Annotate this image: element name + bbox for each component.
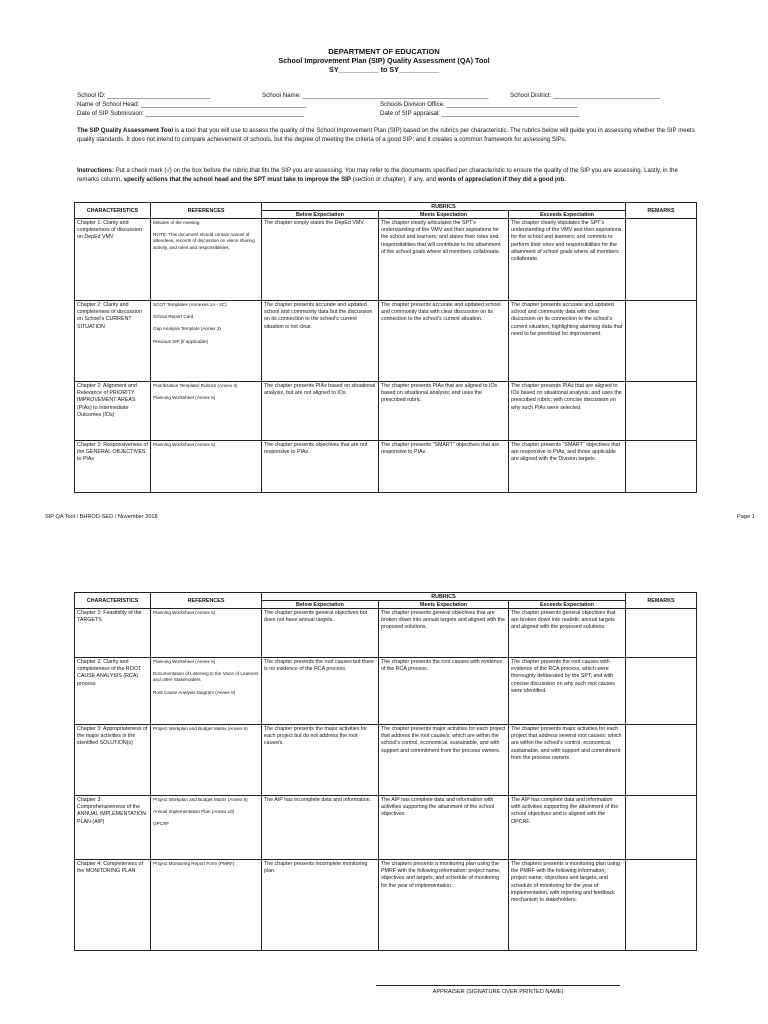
characteristic-cell: Chapter 3: Appropriateness of the major activities in the identified SOLUTION(s) xyxy=(75,725,151,796)
below-expectation-cell[interactable]: The AIP has incomplete data and information. xyxy=(262,796,379,860)
signature-line[interactable] xyxy=(376,985,620,986)
below-expectation-cell[interactable]: The chapter presents accurate and updated school and community data but the discussion on its connection to the school's current situation is not clear. xyxy=(262,301,379,382)
reference-item: Project Workplan and Budget Matrix (Annex 9) xyxy=(153,726,248,731)
below-expectation-cell[interactable]: The chapter presents PIAs based on situational analysis, but are not aligned to IOs. xyxy=(262,382,379,441)
references-cell xyxy=(151,658,262,725)
reference-item: Planning Worksheet (Annex 5) xyxy=(153,659,216,664)
references-header: REFERENCES xyxy=(151,593,262,609)
references-header: REFERENCES xyxy=(151,203,262,219)
remarks-cell[interactable] xyxy=(626,725,697,796)
footer-page-number: Page 1 xyxy=(737,514,755,520)
meets-expectation-header: Meets Expectation xyxy=(379,601,509,609)
characteristic-cell: Chapter 4: Completeness of the MONITORING PLAN xyxy=(75,860,151,951)
reference-item: Planning Worksheet (Annex 5) xyxy=(153,610,216,615)
characteristics-header: CHARACTERISTICS xyxy=(75,593,151,609)
remarks-header: REMARKS xyxy=(626,203,697,219)
below-expectation-cell[interactable]: The chapter presents incomplete monitoring plan. xyxy=(262,860,379,951)
reference-item: Minutes of the meeting xyxy=(153,220,200,225)
characteristic-cell: Chapter 2: Responsiveness of the GENERAL OBJECTIVES to PIAs xyxy=(75,441,151,493)
meets-expectation-cell[interactable]: The chapter presents PIAs that are aligned to IOs based on situational analysis; and uses the prescribed rubric. xyxy=(379,382,509,441)
characteristic-cell: Chapter 2: Clarity and completeness of discussion on School's CURRENT SITUATION xyxy=(75,301,151,382)
exceeds-expectation-cell[interactable]: The chapter presents the root causes with evidence of the RCA process, which were thoroughly deliberated by the SPT; and with concise discussion on why such root causes were identified. xyxy=(509,658,626,725)
below-expectation-cell[interactable]: The chapter presents the major activities for each project but do not address the root cause/s. xyxy=(262,725,379,796)
submission-date-field[interactable]: Date of SIP Submission: ______________________________________________ xyxy=(77,110,304,117)
instructions-text-1: Put a check mark (√) on the box before the rubric that fits the SIP you are assessing. You may refer to the documents specified per characteristic to ensure the quality of the SIP you are assessing. Lastly, in the remarks column, xyxy=(77,167,678,183)
remarks-cell[interactable] xyxy=(626,609,697,658)
rubric-table-page-2 xyxy=(74,592,697,951)
rubric-row xyxy=(75,441,697,493)
below-expectation-cell[interactable]: The chapter presents the root causes but there is no evidence of the RCA process. xyxy=(262,658,379,725)
reference-item: School Report Card xyxy=(153,314,194,320)
appraiser-signature-label: APPRAISER (SIGNATURE OVER PRINTED NAME) xyxy=(432,989,564,995)
school-name-field[interactable]: School Name: ______________________________________________________ xyxy=(262,92,489,99)
school-year-line: SY__________ to SY__________ xyxy=(329,65,439,74)
below-expectation-header: Below Expectation xyxy=(262,601,379,609)
reference-item: Annual Implementation Plan (Annex 10) xyxy=(153,809,235,815)
exceeds-expectation-cell[interactable]: The chapter presents general objectives that are broken down into realistic annual targets and aligned with the proposed solutions. xyxy=(509,609,626,658)
school-head-field[interactable]: Name of School Head: ________________________________________________ xyxy=(77,101,307,108)
department-title: DEPARTMENT OF EDUCATION xyxy=(328,47,440,56)
meets-expectation-cell[interactable]: The chapter presents accurate and updated school and community data with clear discussion on its connection to the school's current situation. xyxy=(379,301,509,382)
reference-item: SCOT Templates (Annexes 1A - 2C) xyxy=(153,302,227,307)
rubrics-header: RUBRICS xyxy=(262,593,626,601)
references-cell xyxy=(151,382,262,441)
rubric-row xyxy=(75,658,697,725)
meets-expectation-header: Meets Expectation xyxy=(379,211,509,219)
reference-item: OPCRF xyxy=(153,821,170,827)
exceeds-expectation-header: Exceeds Expectation xyxy=(509,601,626,609)
references-cell xyxy=(151,860,262,951)
reference-item: Root Cause Analysis Diagram (Annex 8) xyxy=(153,689,236,695)
references-cell xyxy=(151,301,262,382)
appraisal-date-field[interactable]: Date of SIP appraisal: ________________________________________ xyxy=(380,110,580,117)
meets-expectation-cell[interactable]: The chapter presents major activities for each project that address the root cause/s; which are within the school's control, economical, sustainable, and with support and commitment from the process owners. xyxy=(379,725,509,796)
characteristic-cell: Chapter 3: Comprehensiveness of the ANNUAL IMPLEMENTATION PLAN (AIP) xyxy=(75,796,151,860)
school-id-field[interactable]: School ID: ______________________________ xyxy=(77,92,211,99)
tool-title: School Improvement Plan (SIP) Quality Assessment (QA) Tool xyxy=(278,56,490,65)
reference-item: Prioritization Template/ Rubrics (Annex 4) xyxy=(153,383,238,388)
exceeds-expectation-cell[interactable]: The AIP has complete data and information with activities supporting the attainment of the school objectives and is aligned with the OPCRF. xyxy=(509,796,626,860)
instructions-emphasis-1: specify actions that the school head and the SPT must take to improve the SIP xyxy=(123,175,351,183)
remarks-cell[interactable] xyxy=(626,382,697,441)
below-expectation-cell[interactable]: The chapter simply states the DepEd VMV. xyxy=(262,219,379,301)
reference-item: Planning Worksheet (Annex 5) xyxy=(153,395,216,401)
rubric-row xyxy=(75,796,697,860)
below-expectation-cell[interactable]: The chapter presents objectives that are not responsive to PIAs. xyxy=(262,441,379,493)
references-cell xyxy=(151,441,262,493)
rubric-row xyxy=(75,301,697,382)
remarks-cell[interactable] xyxy=(626,658,697,725)
exceeds-expectation-cell[interactable]: The chapter presents accurate and updated school and community data with clear discussion on its connection to the school's current situation, highlighting alarming data that need to be prioritized for improvement. xyxy=(509,301,626,382)
meets-expectation-cell[interactable]: The chapters presents a monitoring plan using the PMRF with the following information: project name, objectives and targets, and schedule of monitoring for the year of implementation. xyxy=(379,860,509,951)
references-cell xyxy=(151,796,262,860)
remarks-cell[interactable] xyxy=(626,796,697,860)
characteristics-header: CHARACTERISTICS xyxy=(75,203,151,219)
references-cell xyxy=(151,725,262,796)
reference-item: Project Workplan and Budget Matrix (Annex 9) xyxy=(153,797,248,802)
intro-lead: The SIP Quality Assessment Tool xyxy=(77,127,174,134)
meets-expectation-cell[interactable]: The chapter presents "SMART" objectives that are responsive to PIAs. xyxy=(379,441,509,493)
rubric-row xyxy=(75,725,697,796)
reference-item: Gap Analysis Template (Annex 3) xyxy=(153,326,221,332)
document-header xyxy=(0,47,768,74)
remarks-header: REMARKS xyxy=(626,593,697,609)
rubrics-header: RUBRICS xyxy=(262,203,626,211)
intro-paragraph xyxy=(77,127,695,144)
instructions-paragraph xyxy=(77,167,695,184)
below-expectation-header: Below Expectation xyxy=(262,211,379,219)
exceeds-expectation-header: Exceeds Expectation xyxy=(509,211,626,219)
reference-item: Documentation of Listening to the Voice of Learners and other Stakeholders xyxy=(153,671,259,683)
exceeds-expectation-cell[interactable]: The chapter presents PIAs that are aligned to IOs based on situational analysis; and uses the prescribed rubric; with concise discussion on why such PIAs were selected. xyxy=(509,382,626,441)
rubric-row xyxy=(75,382,697,441)
exceeds-expectation-cell[interactable]: The chapters presents a monitoring plan using the PMRF with the following information; project name; objectives and targets, and schedule of monitoring for the year of implementation, with reporting and feedback mechanism to stakeholders. xyxy=(509,860,626,951)
rubric-row xyxy=(75,219,697,301)
meets-expectation-cell[interactable]: The AIP has complete data and information with activities supporting the attainment of the school objectives xyxy=(379,796,509,860)
characteristic-cell: Chapter 1: Clarity and completeness of discussion on DepEd VMV xyxy=(75,219,151,301)
reference-item: Planning Worksheet (Annex 5) xyxy=(153,442,216,447)
rubric-table-page-1 xyxy=(74,202,697,493)
rubric-row xyxy=(75,609,697,658)
characteristic-cell: Chapter 2: Clarity and completeness of the ROOT CAUSE ANALYSIS (RCA) process xyxy=(75,658,151,725)
meets-expectation-cell[interactable]: The chapter clearly articulates the SPT's understanding of the VMV and their aspirations for the school and learners; and states their roles and responsibilities that will contribute to the attainment of the school goals where all members collaborate. xyxy=(379,219,509,301)
footer-doc-id: SIP QA Tool / BHROD-SED / November 2018 xyxy=(45,514,158,520)
exceeds-expectation-cell[interactable]: The chapter presents major activities for each project that address several root causes; which are within the school's control, economical, sustainable, and with support and commitment from the process owners. xyxy=(509,725,626,796)
instructions-text-2: (section or chapter), if any, and xyxy=(350,175,438,183)
exceeds-expectation-cell[interactable]: The chapter clearly stipulates the SPT's understanding of the VMV and their aspirations for the school and learners; and commits to perform their roles and responsibilities for the attainment of school goals where all members collaborate. xyxy=(509,219,626,301)
reference-item: NOTE: This document should contain names of attendees, records of discussion on vision sharing activity, and roles and responsibilities. xyxy=(153,232,255,250)
references-cell xyxy=(151,609,262,658)
reference-item: Project Monitoring Report Form (PMRF) xyxy=(153,861,235,866)
remarks-cell[interactable] xyxy=(626,860,697,951)
intro-body: is a tool that you will use to assess the quality of the School Improvement Plan (SIP) based on the rubrics per characteristic. The rubrics below will guide you in assessing whether the SIP meets quality standards. It does not intend to compare achievement of schools, but the degree of meeting the criteria of a good SIP; and it creates a common framework for assessing SIPs. xyxy=(77,127,695,143)
instructions-label: Instructions: xyxy=(77,167,114,174)
division-office-field[interactable]: Schools Division Office: ______________________________________ xyxy=(380,101,578,108)
rubric-row xyxy=(75,860,697,951)
exceeds-expectation-cell[interactable]: The chapter presents "SMART" objectives that are responsive to PIAs; and those applicable are aligned with the Division targets. xyxy=(509,441,626,493)
reference-item: Previous SIP (if applicable) xyxy=(153,338,209,344)
remarks-cell[interactable] xyxy=(626,441,697,493)
remarks-cell[interactable] xyxy=(626,301,697,382)
references-cell xyxy=(151,219,262,301)
below-expectation-cell[interactable]: The chapter presents general objectives but does not have annual targets. xyxy=(262,609,379,658)
characteristic-cell: Chapter 2: Alignment and Relevance of PRIORITY IMPROVEMENT AREAS (PIAs) to Intermediate Outcomes (IOs) xyxy=(75,382,151,441)
remarks-cell[interactable] xyxy=(626,219,697,301)
instructions-emphasis-2: words of appreciation if they did a good job. xyxy=(437,175,566,183)
meets-expectation-cell[interactable]: The chapter presents general objectives that are broken down into annual targets and aligned with the proposed solutions. xyxy=(379,609,509,658)
meets-expectation-cell[interactable]: The chapter presents the root causes with evidence of the RCA process. xyxy=(379,658,509,725)
characteristic-cell: Chapter 2: Feasibility of the TARGETS xyxy=(75,609,151,658)
school-district-field[interactable]: School District: _______________________________ xyxy=(510,92,660,99)
